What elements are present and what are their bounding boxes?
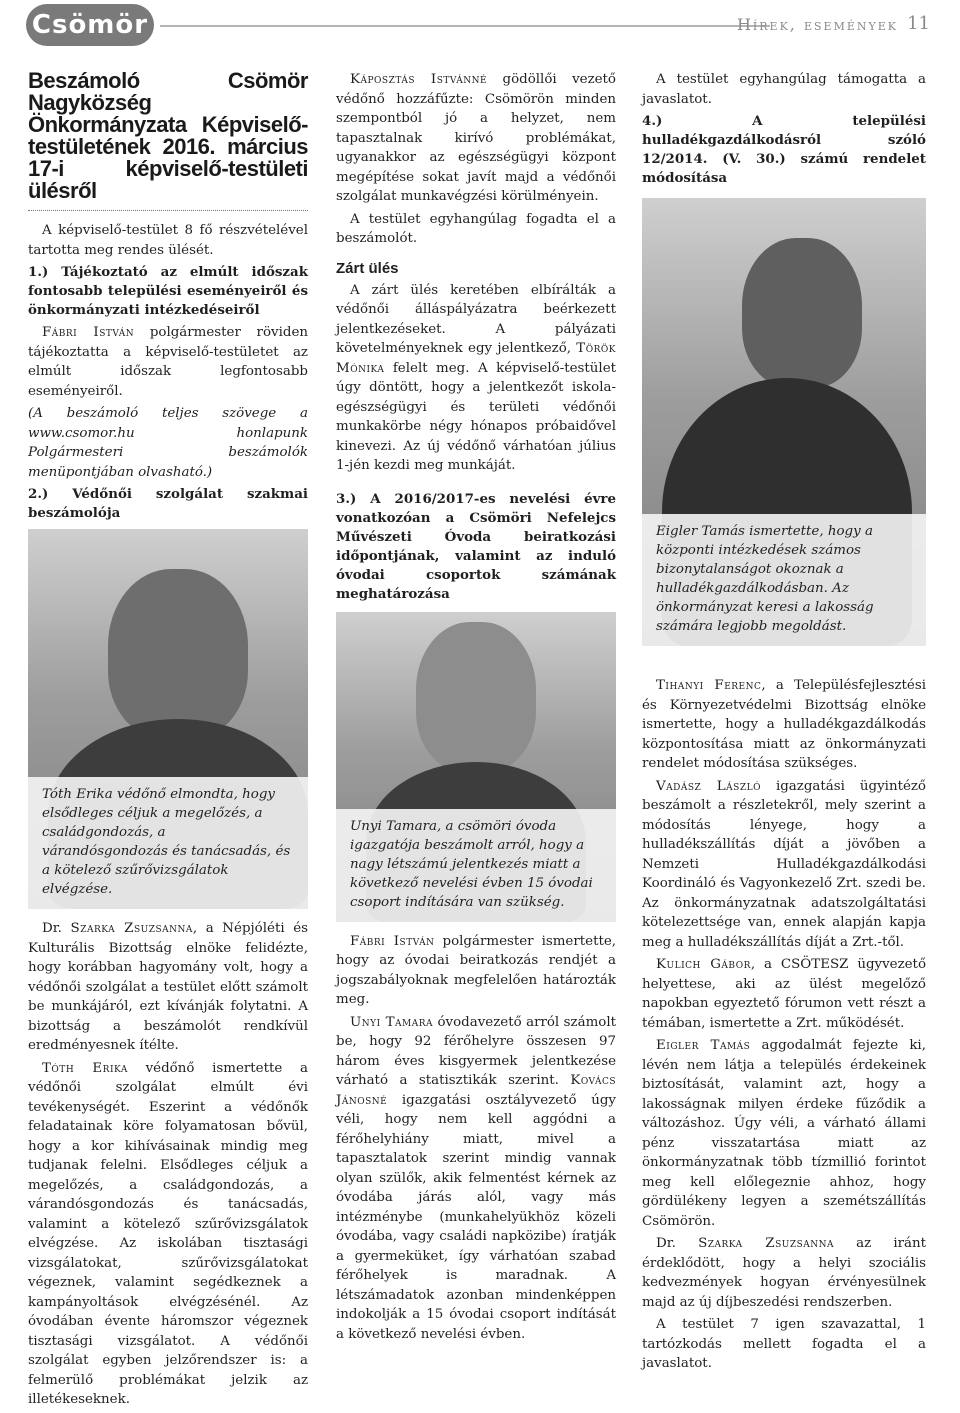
section-1-note: (A beszámoló teljes szövege a www.csomor.hu honlapunk Polgármesteri beszámolók menüpontjában olvasható.) <box>28 406 308 480</box>
section-2-heading: 2.) Védőnői szolgálat szakmai beszámolója <box>28 486 308 521</box>
person-name: Szarka Zsuzsanna <box>70 921 193 936</box>
photo-caption: Unyi Tamara, a csömöri óvoda igazgatója beszámolt arról, hogy a nagy létszámú jelentkezés miatt a következő nevelési évben 15 óvodai csoport indítására van szükség. <box>336 809 616 922</box>
photo-unyi-tamara <box>336 612 616 922</box>
photo-figure <box>108 569 248 739</box>
person-name: Szarka Zsuzsanna <box>698 1236 834 1251</box>
person-name: Vadász László <box>656 778 761 794</box>
section-4-paragraph: Tihanyi Ferenc, a Településfejlesztési és Környezetvédelmi Bizottság elnöke ismertette, hogy a hulladékgazdálkodás központosítása miatt az önkormányzati rendelet módosítása szükséges. <box>642 678 926 771</box>
csomor-logo: Csömör <box>26 4 154 46</box>
section-2-paragraph: Káposztás Istvánné gödöllői vezető védőnő hozzáfűzte: Csömörön minden szempontból jó a helyzet, nem tapasztalnak kirívó problémákat, ugyanakkor az egészségügyi központ megépítése sokat javít majd a védőnői szolgálat munkavégzési körülményein. <box>336 72 616 204</box>
section-4-paragraph: Vadász László igazgatási ügyintéző beszámolt a részletekről, mely szerint a módosítás lényege, hogy a hulladékszállítás díját a jövőben a Nemzeti Hulladékgazdálkodási Koordináló és Vagyonkezelő Zrt. szedi be. Az önkormányzatnak adatszolgáltatási kötelezettsége van, ennek alapján kapja meg a hulladékszállítás díját a Zrt.-től. <box>642 778 926 950</box>
closed-session-heading: Zárt ülés <box>336 259 399 277</box>
person-name: Unyi Tamara <box>350 1014 434 1030</box>
person-name: Tihanyi Ferenc <box>656 678 762 693</box>
person-name: Kulich Gábor <box>656 957 751 972</box>
section-label: Hírek, események <box>736 15 898 34</box>
column-2 <box>336 70 616 1347</box>
section-4-paragraph: A testület 7 igen szavazattal, 1 tartózkodás mellett fogadta el a javaslatot. <box>642 1317 926 1371</box>
page-header <box>0 0 960 50</box>
person-name: Tóth Erika <box>42 1060 128 1076</box>
section-1-heading: 1.) Tájékoztató az elmúlt időszak fontosabb települési eseményeiről és önkormányzati intézkedéseiről <box>28 264 308 318</box>
header-rule <box>160 25 770 27</box>
column-1 <box>28 70 308 1413</box>
person-name: Fábri István <box>42 325 135 340</box>
person-name: Káposztás Istvánné <box>350 72 488 87</box>
photo-caption: Tóth Erika védőnő elmondta, hogy elsődleges céljuk a megelőzés, a családgondozás, a várandósgondozás és tanácsadás, és a kötelező szűrővizsgálatok elvégzése. <box>28 777 308 909</box>
section-4-paragraph: Eigler Tamás aggodalmát fejezte ki, lévén nem látja a település érdekeinek biztosítását, valamint azt, hogy a lakosságnak milyen érdeke fűződik a változáshoz. Úgy véli, a várható állami pénz visszatartása miatt az önkormányzatnak több tízmillió forintot meg kell előlegeznie ahhoz, hogy gördülékeny legyen a szemétszállítás Csömörön. <box>642 1038 926 1229</box>
section-1-paragraph: Fábri István polgármester röviden tájékoztatta a képviselő-testületet az elmúlt időszak legfontosabb eseményeiről. <box>28 325 308 399</box>
section-4-paragraph: Dr. Szarka Zsuzsanna az iránt érdeklődött, hogy a helyi szociális kedvezmények hogyan érvényesülnek majd az új díjbeszedési rendszerben. <box>642 1236 926 1310</box>
closed-session-paragraph: A zárt ülés keretében elbírálták a védőnői álláspályázatra beérkezett jelentkezéseket. A pályázati követelményeknek egy jelentkező, Török Mónika felelt meg. A képviselő-testület úgy döntött, hogy a jelentkezőt iskola-egészségügyi és területi védőnői munkakörbe négy hónapos próbaidővel kinevezi. Az új védőnő várhatóan július 1-jén kezdi meg munkáját. <box>336 282 616 473</box>
section-3-paragraph: Fábri István polgármester ismertette, hogy az óvodai beiratkozás rendjét a jogszabályoknak megfelelően határozták meg. <box>336 933 617 1007</box>
photo-eigler-tamas <box>642 198 926 646</box>
person-name: Fábri István <box>350 933 435 949</box>
intro-paragraph: A képviselő-testület 8 fő részvételével tartotta meg rendes ülését. <box>28 223 308 258</box>
photo-figure <box>416 622 536 772</box>
section-4-heading: 4.) A települési hulladékgazdálkodásról szóló 12/2014. (V. 30.) számú rendelet módosítása <box>642 113 926 186</box>
title-divider <box>28 210 308 211</box>
article-title: Beszámoló Csömör Nagyközség Önkormányzata Képviselő-testületének 2016. március 17-i képviselő-testületi ülésről <box>28 68 308 203</box>
section-4-paragraph: Kulich Gábor, a CSÖTESZ ügyvezető helyettese, aki az ülést megelőző napokban egyeztető fórumon vett részt a témában, ismertette a Zrt. működését. <box>642 957 927 1031</box>
page-number: 11 <box>907 13 930 34</box>
section-2-paragraph: A testület egyhangúlag fogadta el a beszámolót. <box>336 211 616 246</box>
person-name: Török Mónika <box>336 341 616 376</box>
photo-caption: Eigler Tamás ismertette, hogy a központi intézkedések számos bizonytalanságot okoznak a hulladékgazdálkodásban. Az önkormányzat keresi a lakosság számára legjobb megoldást. <box>642 514 926 646</box>
photo-toth-erika <box>28 529 308 909</box>
photo-figure <box>742 238 862 388</box>
section-2-paragraph: Dr. Szarka Zsuzsanna, a Népjóléti és Kulturális Bizottság elnöke felidézte, hogy korábban hagyomány volt, hogy a védőnői szolgálat a testület előtt számolt be munkájáról, ezt kívánják folytatni. A bizottság a beszámolót rendkívül eredményesnek ítélte. <box>28 921 308 1053</box>
person-name: Kovács Jánosné <box>336 1073 616 1108</box>
person-name: Eigler Tamás <box>656 1038 751 1053</box>
column-3 <box>642 70 926 1377</box>
section-3-paragraph: A testület egyhangúlag támogatta a javaslatot. <box>642 72 926 107</box>
section-2-paragraph: Tóth Erika védőnő ismertette a védőnői szolgálat elmúlt évi tevékenységét. Eszerint a védőnők feladatainak köre folyamatosan bővül, hogy a kor kihívásainak mindig meg tudjanak felelni. Elsődleges céljuk a megelőzés, a családgondozás, a várandósgondozás és tanácsadás, valamint a kötelező szűrővizsgálatok elvégzése. Az iskolában tisztasági vizsgálatokat, szűrővizsgálatokat végeznek, valamint segédkeznek a kampányoltások elvégzésénél. Az óvodában évente háromszor végeznek tisztasági vizsgálatot. A védőnői szolgálat egyben jelzőrendszer is: a felmerülő problémákat jelzik az illetékeseknek. <box>28 1060 308 1407</box>
section-3-paragraph: Unyi Tamara óvodavezető arról számolt be, hogy 92 férőhelyre összesen 97 három éves kisgyermek jelentkezése várható a statisztikák szerint. Kovács Jánosné igazgatási osztályvezető úgy véli, hogy nem kell aggódni a férőhelyhiány miatt, mivel a tapasztalatok szerint mindig vannak olyan szülők, akik felmentést kérnek az óvodába járás alól, vagy más intézménybe (munkahelyükhöz közeli óvodába, vagy családi napközibe) íratják a gyermeküket, így várhatóan szabad férőhelyek is maradnak. A létszámadatok azonban mindenképpen indokolják a 15 óvodai csoport indítását a következő nevelési évben. <box>336 1014 616 1342</box>
section-3-heading: 3.) A 2016/2017-es nevelési évre vonatkozóan a Csömöri Nefelejcs Művészeti Óvoda beiratkozási időpontjának, valamint az induló óvodai csoportok számának meghatározása <box>336 490 616 602</box>
